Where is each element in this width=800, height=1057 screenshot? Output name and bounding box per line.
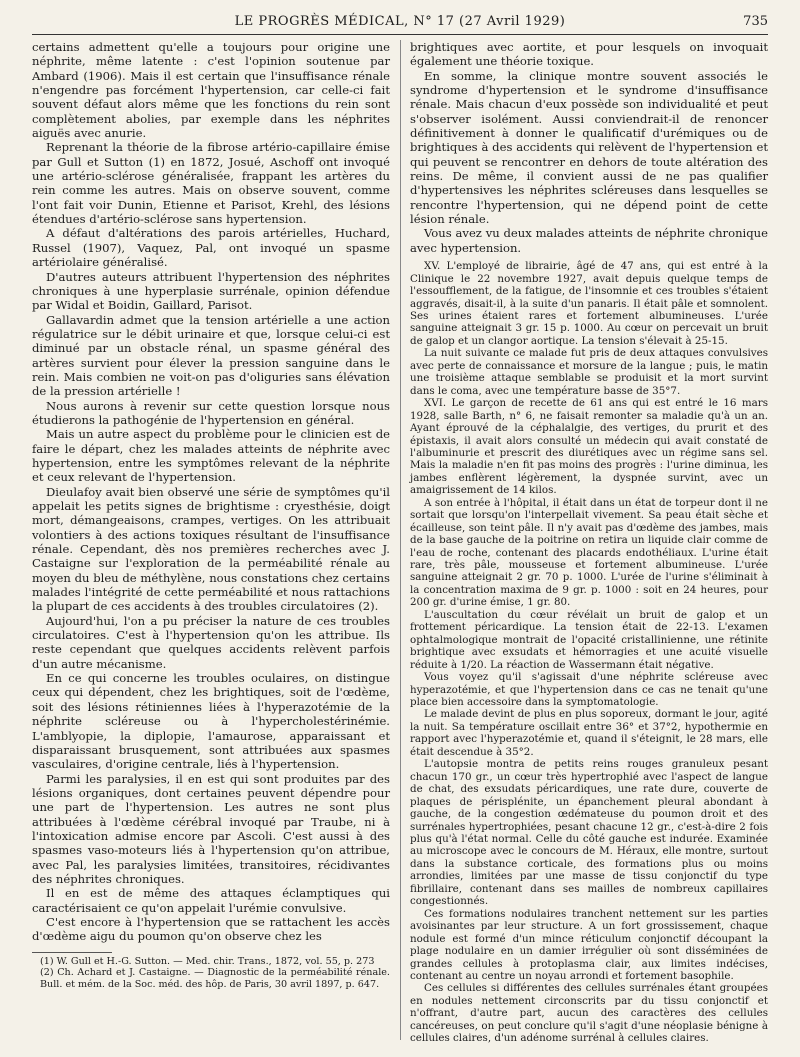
paragraph: C'est encore à l'hypertension que se rattachent les accès d'œdème aigu du poumon qu'on observe chez les: [32, 914, 390, 944]
paragraph: Il en est de même des attaques éclamptiques qui caractérisaient ce qu'on appelait l'urémie convulsive.: [32, 886, 390, 915]
paragraph: En somme, la clinique montre souvent associés le syndrome d'hypertension et le syndrome d'insuffisance rénale. Mais chacun d'eux possède son individualité et peut s'observer isolément. Aussi conviendrait-il de renoncer définitivement à donner le qualificatif d'urémiques ou de brightiques à des accidents qui relèvent de l'hypertension et qui peuvent se rencontrer en dehors de toute altération des reins. De même, il convient aussi de ne pas qualifier d'hypertensives les néphrites scléreuses dans lesquelles se rencontre l'hypertension, qui ne dépend point de cette lésion rénale.: [410, 68, 768, 227]
footnote: (2) Ch. Achard et J. Castaigne. — Diagnostic de la perméabilité rénale. Bull. et mém. de la Soc. méd. des hôp. de Paris, 30 avril 1897, p. 647.: [40, 967, 390, 990]
case-report: Vous voyez qu'il s'agissait d'une néphrite scléreuse avec hyperazotémie, et que l'hypertension dans ce cas ne tenait qu'une place bien accessoire dans la symptomatologie.: [410, 671, 768, 709]
paragraph: En ce qui concerne les troubles oculaires, on distingue ceux qui dépendent, chez les brightiques, soit de l'œdème, soit des lésions rétiniennes liées à l'hyperazotémie de la néphrite scléreuse ou à l'hypercholestérinémie. L'amblyopie, la diplopie, l'amaurose, apparaissant et disparaissant brusquement, sont attribuées aux spasmes vasculaires, d'origine centrale, liés à l'hypertension.: [32, 671, 390, 772]
paragraph: A défaut d'altérations des parois artérielles, Huchard, Russel (1907), Vaquez, Pal, ont invoqué un spasme artériolaire généralisé.: [32, 226, 390, 270]
footnote-rule: [32, 952, 112, 953]
case-report: Ces cellules si différentes des cellules surrénales étant groupées en nodules nettement circonscrits par du tissu conjonctif et n'offrant, d'autre part, aucun des caractères des cellules cancéreuses, on peut conclure qu'il s'agit d'une néoplasie bénigne à cellules claires, d'un adénome surrénal à cellules claires.: [410, 982, 768, 1045]
paragraph: D'autres auteurs attribuent l'hypertension des néphrites chroniques à une hyperplasie surrénale, opinion défendue par Widal et Boidin, Gaillard, Parisot.: [32, 269, 390, 313]
paragraph: Gallavardin admet que la tension artérielle a une action régulatrice sur le débit urinaire et que, lorsque celui-ci est diminué par un obstacle rénal, un spasme général des artères survient pour élever la pression sanguine dans le rein. Mais combien ne voit-on pas d'oliguries sans élévation de la pression artérielle !: [32, 312, 390, 399]
page-number: 735: [743, 14, 768, 29]
case-report: L'auscultation du cœur révélait un bruit de galop et un frottement péricardique. La tension était de 22-13. L'examen ophtalmologique montrait de l'opacité cristallinienne, une rétinite brightique avec exsudats et hémorragies et une acuité visuelle réduite à 1/20. La réaction de Wassermann était négative.: [410, 608, 768, 671]
case-report: L'autopsie montra de petits reins rouges granuleux pesant chacun 170 gr., un cœur très hypertrophié avec l'aspect de langue de chat, des exsudats péricardiques, une rate dure, couverte de plaques de périsplénite, un épanchement pleural abondant à gauche, de la congestion œdémateuse du poumon droit et des surrénales hypertrophiées, pesant chacune 12 gr., c'est-à-dire 2 fois plus qu'à l'état normal. Celle du côté gauche est indurée. Examinée au microscope avec le concours de M. Héraux, elle montre, surtout dans la substance corticale, des formations plus ou moins arrondies, limitées par une masse de tissu conjonctif du type fibrillaire, contenant dans ses mailles de nombreux capillaires congestionnés.: [410, 758, 768, 908]
case-report: XV. L'employé de librairie, âgé de 47 ans, qui est entré à la Clinique le 22 novembre 1927, avait depuis quelque temps de l'essoufflement, de la fatigue, de l'insomnie et ces troubles s'étaient aggravés, disait-il, à la suite d'un panaris. Il était pâle et somnolent. Ses urines étaient rares et fortement albumineuses. L'urée sanguine atteignait 3 gr. 15 p. 1000. Au cœur on percevait un bruit de galop et un clangor aortique. La tension s'élevait à 25-15.: [410, 260, 768, 347]
case-report: XVI. Le garçon de recette de 61 ans qui est entré le 16 mars 1928, salle Barth, n° 6, ne faisait remonter sa maladie qu'à un an. Ayant éprouvé de la céphalalgie, des vertiges, du prurit et des épistaxis, il avait alors consulté un médecin qui avait constaté de l'albuminurie et prescrit des diurétiques avec un régime sans sel. Mais la maladie n'en fit pas moins des progrès : l'urine diminua, les jambes enflèrent légèrement, la dyspnée survint, avec un amaigrissement de 14 kilos.: [410, 397, 768, 497]
right-column: [410, 40, 768, 1045]
case-report: Le malade devint de plus en plus soporeux, dormant le jour, agité la nuit. Sa température oscillait entre 36° et 37°2, hypothermie en rapport avec l'hyperazotémie et, quand il s'éteignit, le 28 mars, elle était descendue à 35°2.: [410, 708, 768, 758]
left-column: [32, 40, 390, 1045]
paragraph: Parmi les paralysies, il en est qui sont produites par des lésions organiques, dont certaines peuvent dépendre pour une part de l'hypertension. Les autres ne sont plus attribuées à l'œdème cérébral invoqué par Traube, ni à l'intoxication admise encore par Ascoli. C'est aussi à des spasmes vaso-moteurs liés à l'hypertension qu'on attribue, avec Pal, les paralysies limitées, transitoires, récidivantes des néphrites chroniques.: [32, 771, 390, 886]
paragraph: Dieulafoy avait bien observé une série de symptômes qu'il appelait les petits signes de brightisme : cryesthésie, doigt mort, démangeaisons, crampes, vertiges. On les attribuait volontiers à des actions toxiques résultant de l'insuffisance rénale. Cependant, dès nos premières recherches avec J. Castaigne sur l'exploration de la perméabilité rénale au moyen du bleu de méthylène, nous constations chez certains malades l'intégrité de cette perméabilité et nous rattachions la plupart de ces accidents à des troubles circulatoires (2).: [32, 484, 390, 614]
paragraph: Vous avez vu deux malades atteints de néphrite chronique avec hypertension.: [410, 226, 768, 255]
footnote: (1) W. Gull et H.-G. Sutton. — Med. chir. Trans., 1872, vol. 55, p. 273: [40, 955, 375, 967]
paragraph: Aujourd'hui, l'on a pu préciser la nature de ces troubles circulatoires. C'est à l'hypertension qu'on les attribue. Ils reste cependant que quelques accidents relèvent parfois d'un autre mécanisme.: [32, 613, 390, 671]
paragraph: Reprenant la théorie de la fibrose artério-capillaire émise par Gull et Sutton (1) en 1872, Josué, Aschoff ont invoqué une artério-sclérose généralisée, frappant les artères du rein comme les autres. Mais on observe souvent, comme l'ont fait voir Dunin, Etienne et Parisot, Krehl, des lésions étendues d'artério-sclérose sans hypertension.: [32, 140, 390, 227]
paragraph: brightiques avec aortite, et pour lesquels on invoquait également une théorie toxique.: [410, 40, 768, 69]
column-divider: [400, 40, 401, 1040]
page-header: [32, 12, 768, 35]
case-report: A son entrée à l'hôpital, il était dans un état de torpeur dont il ne sortait que lorsqu'on l'interpellait vivement. Sa peau était sèche et écailleuse, son teint pâle. Il n'y avait pas d'œdème des jambes, mais de la base gauche de la poitrine on retira un liquide clair comme de l'eau de roche, contenant des placards endothéliaux. L'urine était rare, très pâle, mousseuse et fortement albumineuse. L'urée sanguine atteignait 2 gr. 70 p. 1000. L'urée de l'urine s'éliminait à la concentration maxima de 9 gr. p. 1000 : soit en 24 heures, pour 200 gr. d'urine émise, 1 gr. 80.: [410, 496, 768, 609]
paragraph: Mais un autre aspect du problème pour le clinicien est de faire le départ, chez les malades atteints de néphrite avec hypertension, entre les symptômes relevant de la néphrite et ceux relevant de l'hypertension.: [32, 427, 390, 485]
paragraph: certains admettent qu'elle a toujours pour origine une néphrite, même latente : c'est l'opinion soutenue par Ambard (1906). Mais il est certain que l'insuffisance rénale n'engendre pas forcément l'hypertension, car celle-ci fait souvent défaut alors même que les fonctions du rein sont complètement abolies, par exemple dans les néphrites aiguës avec anurie.: [32, 40, 390, 141]
case-report: La nuit suivante ce malade fut pris de deux attaques convulsives avec perte de connaissance et morsure de la langue ; puis, le matin une troisième attaque semblable se produisit et la mort survint dans le coma, avec une température basse de 35°7.: [410, 347, 768, 397]
case-report: Ces formations nodulaires tranchent nettement sur les parties avoisinantes par leur structure. A un fort grossissement, chaque nodule est formé d'un mince réticulum conjonctif découpant la plage nodulaire en un damier irrégulier où sont disséminées de grandes cellules à protoplasma clair, aux limites indécises, contenant au centre un noyau arrondi et fortement basophile.: [410, 907, 768, 982]
paragraph: Nous aurons à revenir sur cette question lorsque nous étudierons la pathogénie de l'hypertension en général.: [32, 398, 390, 427]
journal-title: LE PROGRÈS MÉDICAL, N° 17 (27 Avril 1929): [234, 14, 566, 29]
